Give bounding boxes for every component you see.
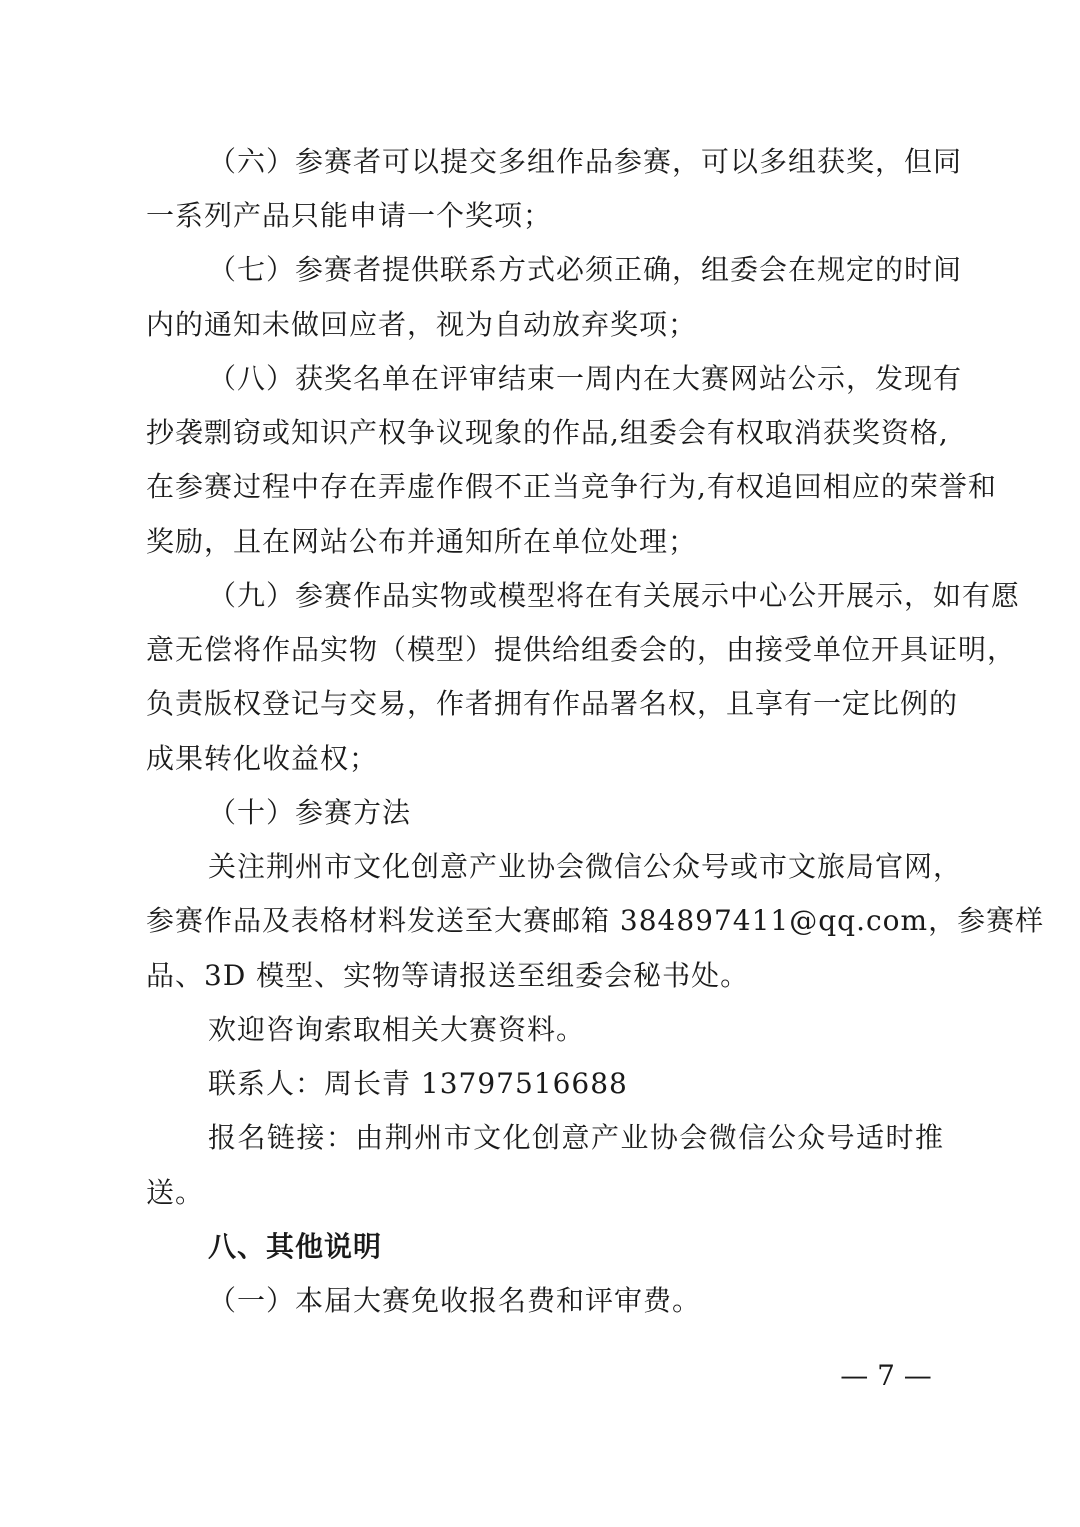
paragraph-10-title: （十）参赛方法 <box>208 796 412 829</box>
paragraph-8-line-1: （八）获奖名单在评审结束一周内在大赛网站公示，发现有 <box>208 362 963 395</box>
paragraph-10-line-1: 关注荆州市文化创意产业协会微信公众号或市文旅局官网， <box>208 850 963 883</box>
paragraph-6-line-2: 一系列产品只能申请一个奖项； <box>146 199 553 232</box>
consult-line: 欢迎咨询索取相关大赛资料。 <box>208 1013 586 1046</box>
paragraph-10-line-3: 品、3D 模型、实物等请报送至组委会秘书处。 <box>146 959 750 992</box>
section-8-item-1: （一）本届大赛免收报名费和评审费。 <box>208 1284 702 1317</box>
paragraph-8-line-3: 在参赛过程中存在弄虚作假不正当竞争行为,有权追回相应的荣誉和 <box>146 470 997 503</box>
paragraph-8-line-2: 抄袭剽窃或知识产权争议现象的作品,组委会有权取消获奖资格, <box>146 416 949 449</box>
paragraph-9-line-4: 成果转化收益权； <box>146 742 379 775</box>
paragraph-7-line-2: 内的通知未做回应者，视为自动放弃奖项； <box>146 308 698 341</box>
paragraph-7-line-1: （七）参赛者提供联系方式必须正确，组委会在规定的时间 <box>208 253 963 286</box>
paragraph-6-line-1: （六）参赛者可以提交多组作品参赛，可以多组获奖，但同 <box>208 145 963 178</box>
registration-link-line-2: 送。 <box>146 1176 205 1209</box>
paragraph-8-line-4: 奖励，且在网站公布并通知所在单位处理； <box>146 525 698 558</box>
section-8-heading: 八、其他说明 <box>208 1230 383 1263</box>
registration-link-line-1: 报名链接：由荆州市文化创意产业协会微信公众号适时推 <box>208 1121 944 1154</box>
paragraph-9-line-1: （九）参赛作品实物或模型将在有关展示中心公开展示，如有愿 <box>208 579 1021 612</box>
paragraph-9-line-3: 负责版权登记与交易，作者拥有作品署名权，且享有一定比例的 <box>146 687 959 720</box>
page-number: — 7 — <box>840 1359 932 1392</box>
paragraph-9-line-2: 意无偿将作品实物（模型）提供给组委会的，由接受单位开具证明， <box>146 633 1017 666</box>
paragraph-10-line-2: 参赛作品及表格材料发送至大赛邮箱 384897411@qq.com，参赛样 <box>146 904 1045 937</box>
contact-line: 联系人：周长青 13797516688 <box>208 1067 628 1100</box>
